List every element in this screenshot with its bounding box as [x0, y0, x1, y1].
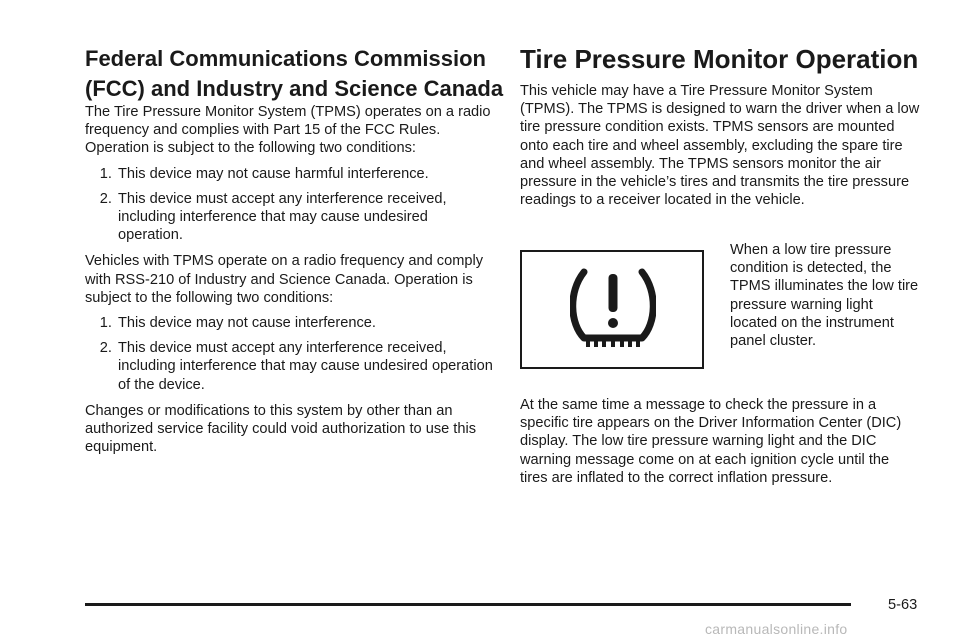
footer-rule — [85, 603, 851, 606]
modifications-paragraph: Changes or modifications to this system by other than an authorized service facility could void authorization to use this equipment. — [85, 402, 476, 456]
canada-conditions-list — [85, 314, 495, 394]
fcc-paragraph-1: The Tire Pressure Monitor System (TPMS) operates on a radio frequency and complies with Part 15 of the FCC Rules. Operation is subject to the following two conditions: — [85, 104, 491, 157]
tpm-intro-paragraph: This vehicle may have a Tire Pressure Monitor System (TPMS). The TPMS is designed to warn the driver when a low tire pressure condition exists. TPMS sensors are mounted onto each tire and wheel assembly, excluding the spare tire and wheel assembly. The TPMS sensors monitor the air pressure in the vehicle’s tires and transmits the tire pressure readings to a receiver located in the vehicle. — [520, 83, 920, 209]
fcc-conditions-list — [85, 165, 495, 245]
list-item: 1. This device may not cause harmful interference. — [116, 165, 495, 183]
tire-pressure-warning-icon — [570, 266, 656, 354]
watermark: carmanualsonline.info — [705, 621, 848, 637]
list-item: 2. This device must accept any interference received, including interference that may cause undesired operation. — [116, 190, 495, 245]
tpm-dic-paragraph: At the same time a message to check the pressure in a specific tire appears on the Driver Information Center (DIC) display. The low tire pressure warning light and the DIC warning message come on at each ignition cycle until the tires are inflated to the correct inflation pressure. — [520, 397, 902, 486]
fcc-heading: Federal Communications Commission (FCC) and Industry and Science Canada — [85, 46, 504, 101]
page-number: 5-63 — [888, 597, 918, 613]
list-item: 1. This device may not cause interference. — [116, 314, 495, 332]
warning-light-figure — [520, 250, 704, 369]
canada-paragraph: Vehicles with TPMS operate on a radio frequency and comply with RSS-210 of Industry and Science Canada. Operation is subject to the following two conditions: — [85, 253, 484, 306]
tpm-warning-paragraph: When a low tire pressure condition is detected, the TPMS illuminates the low tire pressure warning light located on the instrument panel cluster. — [730, 242, 919, 350]
list-item: 2. This device must accept any interference received, including interference that may cause undesired operation of the device. — [116, 339, 495, 394]
tpm-heading: Tire Pressure Monitor Operation — [520, 44, 919, 74]
fcc-body — [85, 103, 495, 463]
